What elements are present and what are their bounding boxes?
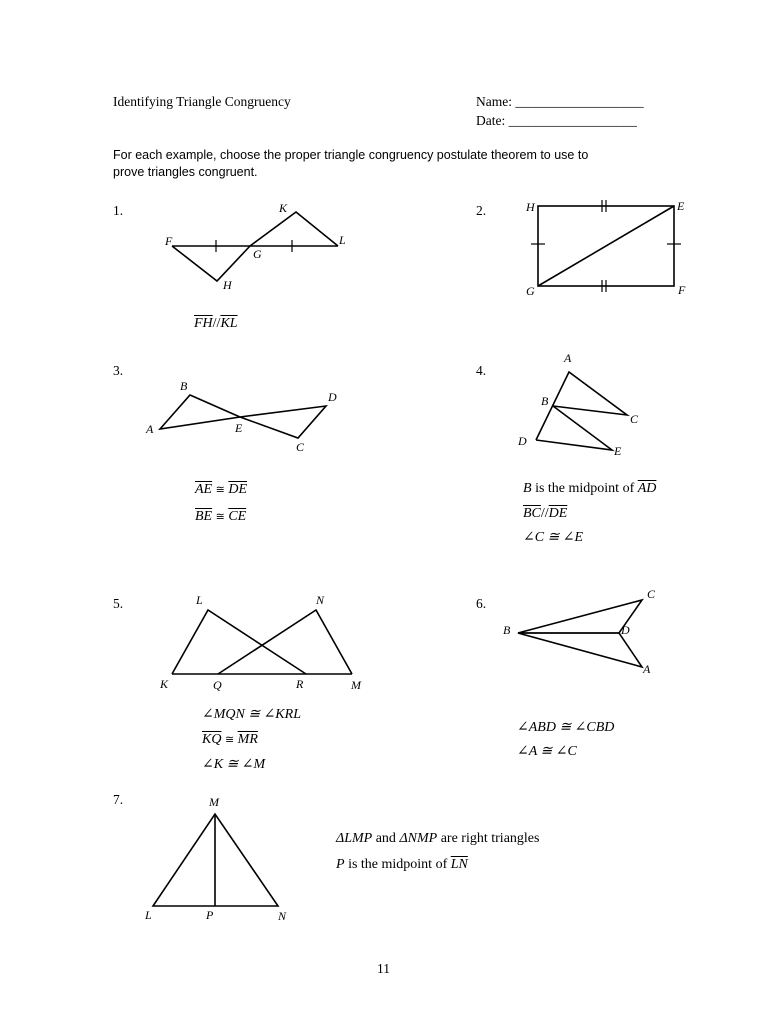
problem-5-number: 5.: [113, 596, 124, 611]
triangle-bde: [536, 406, 612, 450]
right-triangles-text: are right triangles: [437, 831, 540, 846]
problem-3-given-2: [195, 507, 246, 527]
vertex-label-l: L: [145, 908, 152, 922]
vertex-label-n: N: [278, 909, 287, 923]
problem-7-given-2: [336, 855, 468, 875]
segment-kq: $\overline{KQ}$: [202, 732, 222, 747]
vertex-label-d: D: [328, 390, 337, 404]
problem-6-diagram: [503, 587, 656, 676]
vertex-label-l: L: [196, 593, 203, 607]
vertex-label-b: B: [180, 379, 188, 393]
problem-7-given-1: [336, 829, 539, 849]
point-p: P: [336, 857, 345, 872]
problem-4-number: 4.: [476, 363, 487, 378]
triangle-abc: [536, 372, 627, 440]
segment-ae: $\overline{AE}$: [195, 482, 213, 497]
problem-6-given-2: ∠A ≅ ∠C: [517, 744, 577, 759]
problem-4-given-1: [523, 479, 656, 499]
vertex-label-f: F: [678, 283, 686, 297]
segment-de: $\overline{DE}$: [548, 506, 568, 521]
segment-ad: $\overline{AD}$: [637, 481, 657, 496]
parallel-symbol: //: [212, 316, 221, 331]
problem-5-diagram: [159, 593, 362, 692]
vertex-label-p: P: [206, 908, 214, 922]
segment-be: $\overline{BE}$: [195, 509, 213, 524]
congruent-symbol: ≅: [215, 484, 225, 496]
vertex-label-m: M: [209, 795, 219, 809]
segment-ce: $\overline{CE}$: [228, 509, 247, 524]
triangle-qnm: [218, 610, 352, 674]
vertex-label-c: C: [296, 440, 305, 454]
problem-1-number: 1.: [113, 203, 124, 218]
point-b: B: [523, 481, 532, 496]
problem-6-number: 6.: [476, 596, 487, 611]
parallel-symbol: //: [540, 506, 549, 521]
triangle-abe: [160, 395, 240, 429]
vertex-label-a: A: [146, 422, 154, 436]
vertex-label-m: M: [351, 678, 361, 692]
instructions-line-2: prove triangles congruent.: [113, 165, 258, 179]
problem-2-diagram: [525, 199, 686, 298]
problem-5-given-3: ∠K ≅ ∠M: [202, 757, 266, 772]
vertex-label-r: R: [296, 677, 304, 691]
segment-ln: $\overline{LN}$: [450, 857, 468, 872]
diagonal-ge: [538, 206, 674, 286]
worksheet-title: Identifying Triangle Congruency: [113, 94, 291, 109]
triangle-klr: [172, 610, 306, 674]
vertex-label-q: Q: [213, 678, 222, 692]
problem-5-given-1: ∠MQN ≅ ∠KRL: [202, 707, 301, 722]
problem-6-given-1: ∠ABD ≅ ∠CBD: [517, 720, 615, 735]
vertex-label-c: C: [630, 412, 639, 426]
vertex-label-d: D: [621, 623, 630, 637]
problem-2-number: 2.: [476, 203, 487, 218]
problem-3-diagram: [145, 379, 337, 454]
vertex-label-c: C: [647, 587, 656, 601]
vertex-label-g: G: [526, 284, 535, 298]
vertex-label-e: E: [235, 421, 243, 435]
vertex-label-d: D: [518, 434, 527, 448]
vertex-label-l: L: [339, 233, 346, 247]
vertex-label-n: N: [316, 593, 325, 607]
problem-1-given: [194, 314, 238, 334]
problem-3-given-1: [195, 480, 247, 500]
date-field-label: Date: ___________________: [476, 113, 637, 128]
vertex-label-a: A: [564, 351, 572, 365]
vertex-label-h: H: [223, 278, 232, 292]
vertex-label-e: E: [614, 444, 622, 458]
vertex-label-k: K: [160, 677, 169, 691]
problem-1-diagram: [164, 201, 346, 292]
segment-kl: $\overline{KL}$: [220, 316, 238, 331]
segment-fh: $\overline{FH}$: [194, 316, 213, 331]
and-text: and: [372, 831, 400, 846]
vertex-label-f: F: [165, 234, 173, 248]
problem-3-number: 3.: [113, 363, 124, 378]
congruent-symbol: ≅: [215, 511, 225, 523]
vertex-label-b: B: [503, 623, 511, 637]
triangle-lmp: ΔLMP: [336, 831, 373, 846]
problem-4-diagram: [517, 351, 639, 458]
problem-7-number: 7.: [113, 792, 124, 807]
triangle-edc: [240, 406, 326, 438]
vertex-label-h: H: [526, 200, 535, 214]
problem-4-given-3: ∠C ≅ ∠E: [523, 530, 584, 545]
triangle-nmp: ΔNMP: [399, 831, 438, 846]
vertex-label-e: E: [677, 199, 685, 213]
segment-bc: $\overline{BC}$: [523, 506, 541, 521]
page-number: 11: [377, 961, 390, 976]
problem-7-diagram: [144, 795, 287, 923]
segment-mr: $\overline{MR}$: [237, 732, 258, 747]
name-field-label: Name: ___________________: [476, 94, 644, 109]
midpoint-text: is the midpoint of: [344, 857, 451, 872]
vertex-label-a: A: [643, 662, 651, 676]
triangle-gkl: [250, 212, 338, 246]
midpoint-text: is the midpoint of: [531, 481, 638, 496]
triangle-fgh: [172, 246, 250, 281]
instructions-line-1: For each example, choose the proper triangle congruency postulate theorem to use to: [113, 148, 589, 162]
vertex-label-b: B: [541, 394, 549, 408]
triangle-bda: [518, 633, 642, 667]
problem-4-given-2: [523, 504, 567, 524]
vertex-label-g: G: [253, 247, 262, 261]
segment-de: $\overline{DE}$: [228, 482, 247, 497]
congruent-symbol: ≅: [224, 734, 235, 746]
vertex-label-k: K: [279, 201, 288, 215]
problem-5-given-2: [202, 730, 258, 750]
